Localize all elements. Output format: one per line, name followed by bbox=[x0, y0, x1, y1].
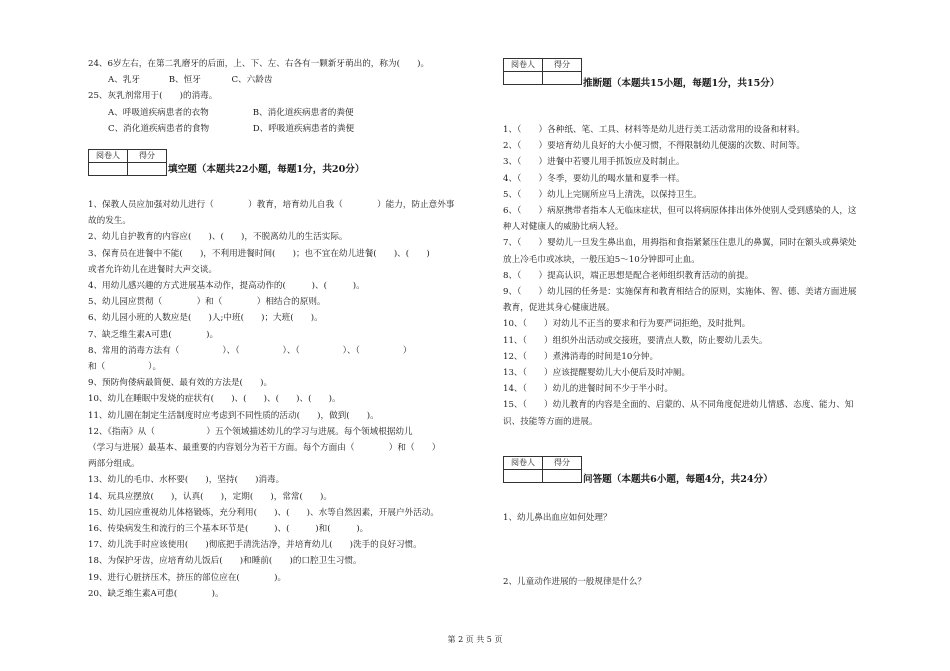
fill-line: 9、预防佝偻病最简便、最有效的方法是( )。 bbox=[88, 378, 273, 389]
judge-section-title: 推断题（本题共15小题，每题1分，共15分） bbox=[583, 78, 780, 89]
fill-line: 20、缺乏维生素A可患( )。 bbox=[88, 588, 224, 599]
fill-line: 3、保育员在进餐中不能( )，不利用进餐时间( )；也不宜在幼儿进餐( )、( ) bbox=[88, 248, 430, 259]
judge-line: 4、（ ）冬季，要幼儿的喝水量和夏季一样。 bbox=[503, 173, 685, 184]
question-24-options bbox=[88, 72, 483, 88]
fill-line: 17、幼儿洗手时应该使用( )彻底把手清洗洁净，并培育幼儿( )洗手的良好习惯。 bbox=[88, 540, 422, 551]
right-column bbox=[503, 56, 903, 590]
judge-line: 5、（ ）幼儿上完厕所应马上清洗，以保持卫生。 bbox=[503, 189, 702, 200]
judge-section-header bbox=[503, 58, 903, 96]
score-cell bbox=[543, 469, 582, 482]
fill-questions bbox=[88, 197, 483, 602]
fill-line: 10、幼儿在睡眠中发烧的症状有( )、( )、( )、( )。 bbox=[88, 394, 341, 405]
judge-line: 9、（ ）幼儿园的任务是：实施保育和教育相结合的原则，实施体、智、德、美诸方面进展 bbox=[503, 287, 857, 298]
fill-line: 19、进行心脏挤压术，挤压的部位应在( )。 bbox=[88, 572, 287, 583]
judge-line: 6、（ ）病原携带者指本人无临床症状，但可以将病原体排出体外使别人受到感染的人，这 bbox=[503, 206, 857, 217]
judge-line: 种人对健康人的威胁比病人轻。 bbox=[503, 222, 624, 233]
reviewer-cell bbox=[504, 469, 543, 482]
fill-line: 两部分组成。 bbox=[88, 459, 140, 470]
judge-line: 识、技能等方面的进展。 bbox=[503, 416, 598, 427]
judge-line: 10、（ ）对幼儿不正当的要求和行为要严词拒绝，及时批判。 bbox=[503, 319, 751, 330]
fill-line: 16、传染病发生和流行的三个基本环节是( )、( )和( )。 bbox=[88, 524, 369, 535]
score-label: 得分 bbox=[128, 150, 167, 163]
reviewer-cell bbox=[89, 163, 128, 176]
judge-line: 15、（ ）幼儿教育的内容是全面的、启蒙的、从不同角度促进幼儿情感、态度、能力、知 bbox=[503, 400, 854, 411]
fill-line: 12、《指南》从（ ）五个领域描述幼儿的学习与进展。每个领域根据幼儿 bbox=[88, 426, 413, 437]
judge-line: 14、（ ）幼儿的进餐时间不少于半小时。 bbox=[503, 384, 673, 395]
question-25-options-row2 bbox=[88, 121, 483, 137]
fill-section-header bbox=[88, 149, 483, 187]
reviewer-label: 阅卷人 bbox=[504, 456, 543, 469]
score-label: 得分 bbox=[543, 59, 582, 72]
judge-line: 7、（ ）婴幼儿一旦发生鼻出血，用拇指和食指紧紧压住患儿的鼻翼，同时在额头或鼻梁处 bbox=[503, 238, 857, 249]
judge-line: 2、（ ）要培育幼儿良好的大小便习惯，不得限制幼儿便溺的次数、时间等。 bbox=[503, 141, 805, 152]
judge-line: 3、（ ）进餐中若婴儿用手抓饭应及时制止。 bbox=[503, 157, 685, 168]
score-box bbox=[88, 149, 167, 176]
fill-line: 8、常用的消毒方法有（ ）、（ ）、（ ）、（ ） bbox=[88, 345, 412, 356]
score-box bbox=[503, 456, 582, 483]
qa-question-2: 2、儿童动作进展的一般规律是什么？ bbox=[503, 577, 646, 588]
judge-line: 8、（ ）提高认识，端正思想是配合老师组织教育活动的前提。 bbox=[503, 270, 754, 281]
fill-line: 15、幼儿园应重视幼儿体格锻炼，充分利用( )、( )、水等自然因素，开展户外活动。 bbox=[88, 507, 439, 518]
question-25-options-row1 bbox=[88, 105, 483, 121]
fill-line: 和（ ）。 bbox=[88, 362, 162, 373]
fill-line: 或者允许幼儿在进餐时大声交谈。 bbox=[88, 264, 217, 275]
fill-line: （学习与进展）最基本、最重要的内容划分为若干方面。每个方面由（ ）和（ ） bbox=[88, 443, 441, 454]
reviewer-label: 阅卷人 bbox=[504, 59, 543, 72]
option-b: B、消化道疾病患者的粪便 bbox=[252, 107, 354, 118]
qa-section-title: 问答题（本题共6小题，每题4分，共24分） bbox=[583, 473, 773, 485]
judge-questions bbox=[503, 122, 903, 430]
fill-line: 4、用幼儿感兴趣的方式进展基本动作，提高动作的( )、( )。 bbox=[88, 281, 365, 292]
fill-line: 13、幼儿的毛巾、水杯要( )，坚持( )消毒。 bbox=[88, 475, 285, 486]
fill-line: 14、玩具应摆放( )，认真( )，定期( )，常常( )。 bbox=[88, 491, 333, 502]
judge-line: 放上冷毛巾或冰块，一般压迫5～10分钟即可止血。 bbox=[503, 254, 700, 265]
score-cell bbox=[543, 72, 582, 85]
judge-line: 教育，促进其身心健康进展。 bbox=[503, 303, 615, 314]
option-c: C、六龄齿 bbox=[231, 75, 273, 86]
option-a: A、呼吸道疾病患者的衣物 bbox=[108, 107, 209, 118]
judge-line: 1、（ ）各种纸、笔、工具、材料等是幼儿进行美工活动常用的设备和材料。 bbox=[503, 125, 805, 135]
score-box bbox=[503, 58, 582, 85]
option-c: C、消化道疾病患者的食物 bbox=[108, 123, 210, 134]
fill-section-title: 填空题（本题共22小题，每题1分，共20分） bbox=[168, 164, 365, 176]
question-25: 25、灰乳剂常用于( )的消毒。 bbox=[88, 91, 218, 102]
score-label: 得分 bbox=[543, 456, 582, 469]
fill-line: 6、幼儿园小班的人数应是( )人;中班( )；大班( )。 bbox=[88, 313, 323, 324]
fill-line: 18、为保护牙齿，应培育幼儿饭后( )和睡前( )的口腔卫生习惯。 bbox=[88, 556, 362, 567]
question-24: 24、6岁左右，在第二乳磨牙的后面，上、下、左、右各有一颗新牙萌出的，称为( )。 bbox=[88, 59, 430, 69]
fill-line: 11、幼儿園在制定生活制度时应考虑到不同性质的活动( )，做到( )。 bbox=[88, 410, 379, 421]
judge-line: 13、（ ）应该提醒婴幼儿大小便后及时冲厕。 bbox=[503, 368, 691, 379]
fill-line: 1、保教人员应加强对幼儿进行（ ）教育，培育幼儿自我（ ）能力，防止意外事 bbox=[88, 200, 455, 211]
qa-section-header bbox=[503, 456, 903, 494]
fill-line: 2、幼儿自护教育的内容应( )、( )，不脱离幼儿的生活实际。 bbox=[88, 232, 348, 243]
left-column bbox=[88, 56, 483, 602]
fill-line: 故的发生。 bbox=[88, 216, 131, 227]
reviewer-label: 阅卷人 bbox=[89, 150, 128, 163]
page-footer: 第 2 页 共 5 页 bbox=[447, 635, 503, 644]
option-b: B、恒牙 bbox=[168, 75, 201, 86]
fill-line: 7、缺乏维生素A可患( )。 bbox=[88, 329, 219, 340]
option-d: D、呼吸道疾病患者的粪便 bbox=[252, 123, 355, 134]
judge-line: 12、（ ）煮沸消毒的时间是10分钟。 bbox=[503, 351, 659, 362]
judge-line: 11、（ ）组织外出活动或交接班，要清点人数，防止婴幼儿丢失。 bbox=[503, 335, 768, 346]
qa-question-1: 1、幼儿鼻出血应如何处理？ bbox=[503, 512, 612, 523]
score-cell bbox=[128, 163, 167, 176]
reviewer-cell bbox=[504, 72, 543, 85]
option-a: A、乳牙 bbox=[108, 75, 140, 86]
fill-line: 5、幼儿园应贯彻（ ）和（ ）相结合的原则。 bbox=[88, 297, 326, 308]
